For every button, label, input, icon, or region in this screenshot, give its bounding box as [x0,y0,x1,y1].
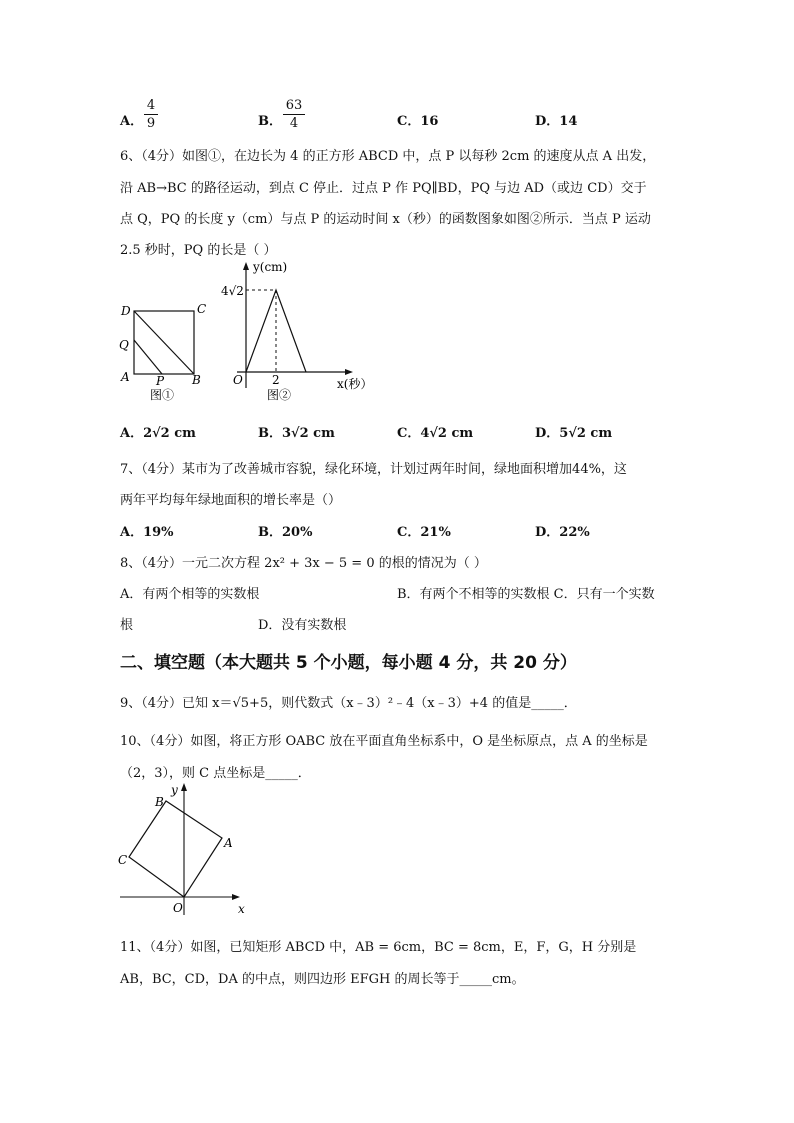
q5-a-numerator: 4 [146,98,156,113]
q7-option-a: A．19% [120,525,174,540]
figure-1-caption: 图① [150,388,175,402]
label-q: Q [119,338,129,352]
q6-text-line-1: 6、（4分）如图①，在边长为 4 的正方形 ABCD 中，点 P 以每秒 2cm 的速度从点 A 出发， [120,149,656,164]
origin-label: O [233,373,243,387]
y-axis-arrow [181,783,187,791]
q5-option-a-fraction [144,98,158,131]
segment-pq [134,340,162,374]
q11-text-line-2: AB，BC，CD，DA 的中点，则四边形 EFGH 的周长等于_____cm。 [120,972,525,987]
y-axis-arrow [243,262,249,270]
q10-text-line-1: 10、（4分）如图，将正方形 OABC 放在平面直角坐标系中，O 是坐标原点，点 A 的坐标是 [120,734,648,749]
diagonal-bd [134,311,194,374]
q7-option-b: B．20% [258,525,313,540]
label-a: A [224,836,233,850]
q6-text-line-3: 点 Q，PQ 的长度 y（cm）与点 P 的运动时间 x（秒）的函数图象如图②所示．当点 P 运动 [120,212,651,227]
q5-b-numerator: 63 [285,98,303,113]
section-2-heading: 二、填空题（本大题共 5 个小题，每小题 4 分，共 20 分） [120,653,577,673]
q8-option-a: A．有两个相等的实数根 [120,587,260,602]
q7-option-d: D．22% [535,525,590,540]
label-b: B [192,373,201,387]
label-p: P [156,374,165,388]
x-label: x [238,902,245,916]
q6-option-d: D．5√2 cm [535,426,613,441]
label-c: C [197,302,207,316]
figure-2-caption: 图② [267,388,292,402]
q10-figure [112,780,262,920]
y-label: y [171,783,178,797]
q6-option-c: C．4√2 cm [397,426,474,441]
q5-b-denominator: 4 [289,116,299,131]
q8-text-line-1: 8、（4分）一元二次方程 2x² + 3x − 5 = 0 的根的情况为（ ） [120,556,487,571]
q5-option-b-fraction [283,98,305,131]
q7-text-line-2: 两年平均每年绿地面积的增长率是（） [120,493,342,508]
q6-text-line-4: 2.5 秒时，PQ 的长是（ ） [120,243,277,258]
q5-a-denominator: 9 [146,116,156,131]
q8-option-d: D．没有实数根 [258,618,347,633]
q5-option-c: C．16 [397,114,439,129]
q7-text-line-1: 7、（4分）某市为了改善城市容貌，绿化环境，计划过两年时间，绿地面积增加44%，这 [120,462,627,477]
q5-option-b-label: B． [258,114,282,129]
label-d: D [121,304,131,318]
q8-option-c-continued: 根 [120,618,134,633]
q6-figure-2 [215,258,385,408]
x-tick-label: 2 [272,373,280,387]
q9-text-line-1: 9、（4分）已知 x＝√5+5，则代数式（x﹣3）²﹣4（x﹣3）+4 的值是_____． [120,696,577,711]
q6-text-line-2: 沿 AB→BC 的路径运动，到点 C 停止．过点 P 作 PQ∥BD，PQ 与边 AD（或边 CD）交于 [120,181,647,196]
q7-option-c: C．21% [397,525,451,540]
square-oabc [129,801,222,897]
label-a: A [121,370,130,384]
label-o: O [173,901,183,915]
label-b: B [155,795,164,809]
q5-option-d: D．14 [535,114,578,129]
q5-option-a-label: A． [120,114,144,129]
q11-text-line-1: 11、（4分）如图，已知矩形 ABCD 中，AB = 6cm，BC = 8cm，E，F，G，H 分别是 [120,940,637,955]
q10-text-line-2: （2，3），则 C 点坐标是_____． [120,766,311,781]
y-axis-label: y(cm) [253,260,288,274]
x-axis-arrow [345,369,353,375]
x-axis-label: x(秒） [337,377,373,391]
x-axis-arrow [232,894,240,900]
q6-figure-1 [110,298,220,408]
q6-option-a: A．2√2 cm [120,426,196,441]
q6-option-b: B．3√2 cm [258,426,335,441]
y-tick-label: 4√2 [221,284,244,298]
q8-option-b-c: B．有两个不相等的实数根 C．只有一个实数 [397,587,655,602]
label-c: C [118,853,128,867]
